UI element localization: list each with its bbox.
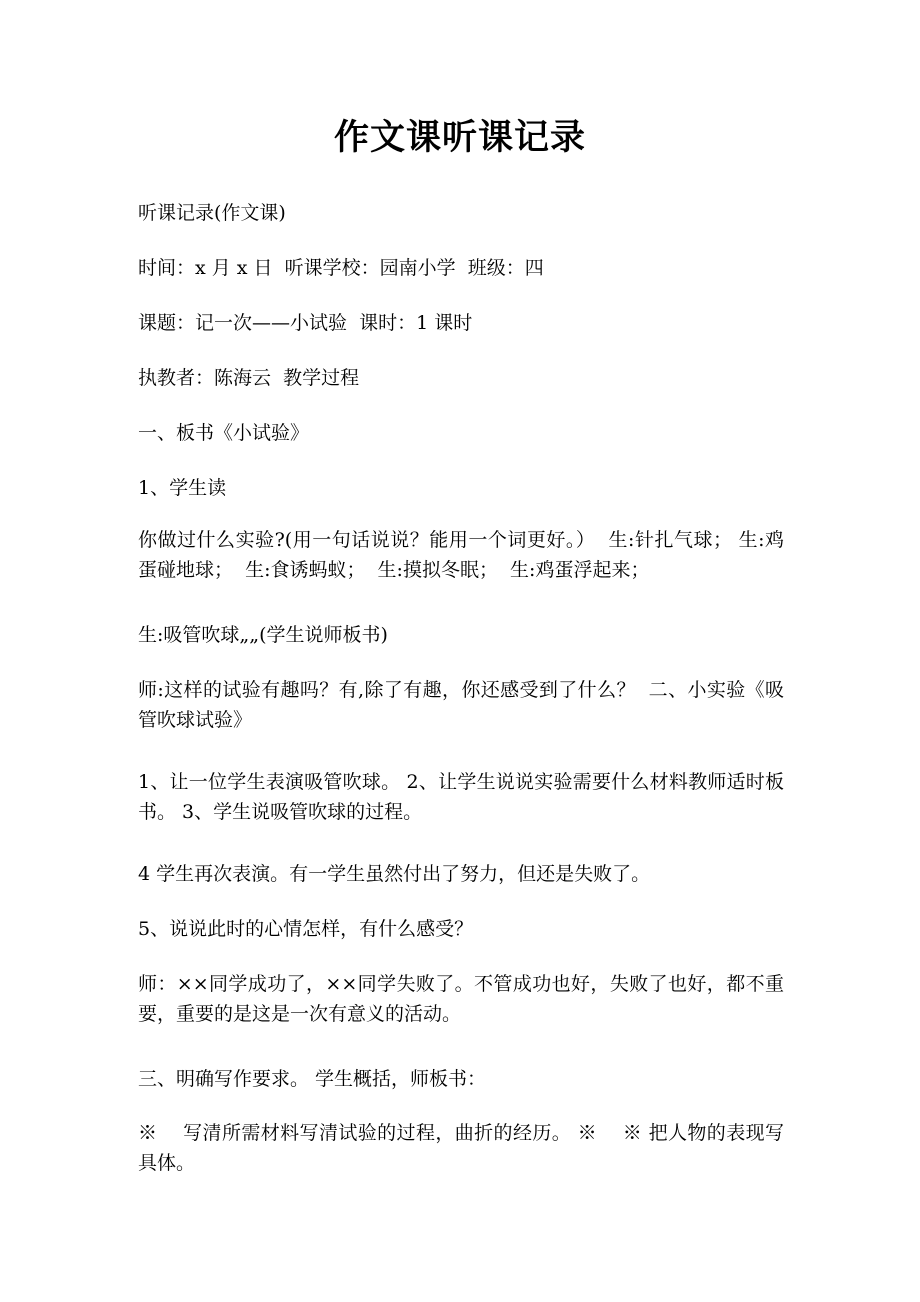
paragraph-teacher-comment: 师：××同学成功了，××同学失败了。不管成功也好，失败了也好，都不重要，重要的是这是一次有意义的活动。 [138,973,784,1025]
paragraph-topic-period: 课题：记一次——小试验 课时：1 课时 [138,312,473,334]
paragraph-step-4: 4 学生再次表演。有一学生虽然付出了努力，但还是失败了。 [138,863,651,885]
paragraph-teacher-process: 执教者：陈海云 教学过程 [138,367,360,389]
document-title: 作文课听课记录 [333,118,586,158]
paragraph-experiments-question: 你做过什么实验?(用一句话说说？能用一个词更好。） 生:针扎气球； 生:鸡蛋碰地球； 生:食诱蚂蚁； 生:摸拟冬眠； 生:鸡蛋浮起来； [138,529,784,581]
paragraph-students-read: 1、学生读 [138,477,227,499]
paragraph-section-3: 三、明确写作要求。 学生概括，师板书： [138,1068,487,1090]
paragraph-section-1: 一、板书《小试验》 [138,422,310,444]
paragraph-writing-requirements: ※ 写清所需材料写清试验的过程，曲折的经历。 ※ ※ 把人物的表现写具体。 [138,1122,784,1174]
paragraph-step-5: 5、说说此时的心情怎样，有什么感受？ [138,918,474,940]
paragraph-straw-blow-ball: 生:吸管吹球„„(学生说师板书) [138,624,388,646]
paragraph-teacher-question-section-2: 师:这样的试验有趣吗？有,除了有趣，你还感受到了什么？ 二、小实验《吸管吹球试验》 [138,679,784,731]
paragraph-subtitle: 听课记录(作文课) [138,202,286,224]
paragraph-time-school-class: 时间：x 月 x 日 听课学校：园南小学 班级：四 [138,257,544,279]
paragraph-steps-1-3: 1、让一位学生表演吸管吹球。 2、让学生说说实验需要什么材料教师适时板书。 3、学生说吸管吹球的过程。 [138,771,784,823]
